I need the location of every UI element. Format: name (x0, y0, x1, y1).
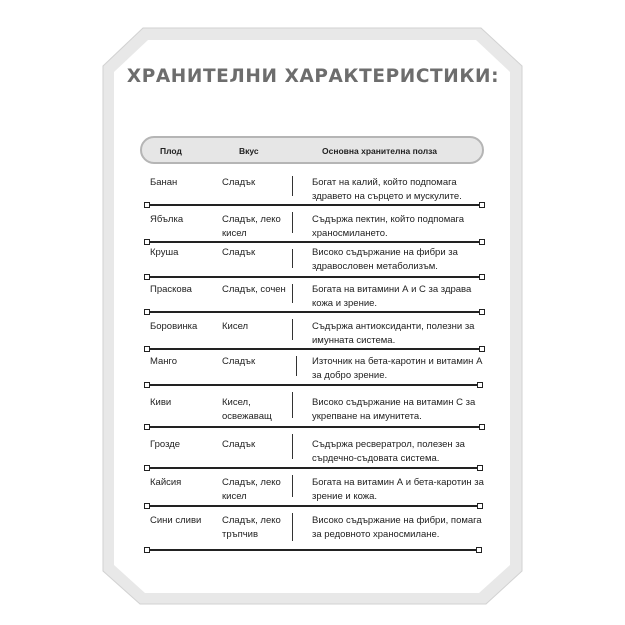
row-divider-handle (479, 309, 485, 315)
column-separator (292, 176, 293, 196)
header-taste: Вкус (239, 146, 259, 156)
cell-benefit: Съдържа ресвератрол, полезен за сърдечно-съдовата система. (312, 439, 465, 464)
column-separator (292, 284, 293, 303)
cell-benefit: Съдържа пектин, който подпомага храносмилането. (312, 214, 465, 239)
row-divider-handle (479, 239, 485, 245)
row-divider-handle (144, 382, 150, 388)
row-divider (146, 241, 481, 243)
cell-taste: Сладък (222, 247, 256, 258)
cell-taste: Сладък, леко кисел (222, 477, 281, 502)
column-separator (292, 249, 293, 268)
row-divider-handle (479, 274, 485, 280)
row-divider (146, 348, 481, 350)
row-divider (146, 505, 479, 507)
cell-fruit: Грозде (150, 439, 181, 450)
cell-benefit: Богата на витамин А и бета-каротин за зрение и кожа. (312, 477, 484, 502)
cell-fruit: Боровинка (150, 321, 198, 332)
row-divider-handle (477, 465, 483, 471)
cell-benefit: Богат на калий, който подпомага здравето на сърцето и мускулите. (312, 177, 462, 202)
row-divider-handle (144, 424, 150, 430)
column-separator (292, 212, 293, 233)
cell-fruit: Круша (150, 247, 179, 258)
cell-taste: Кисел, освежаващ (222, 397, 272, 422)
cell-benefit: Високо съдържание на витамин С за укрепване на имунитета. (312, 397, 476, 422)
row-divider-handle (476, 547, 482, 553)
row-divider-handle (144, 202, 150, 208)
cell-fruit: Банан (150, 177, 178, 188)
row-divider (146, 204, 481, 206)
row-divider-handle (144, 274, 150, 280)
row-divider-handle (144, 239, 150, 245)
row-divider (146, 311, 481, 313)
row-divider-handle (479, 346, 485, 352)
cell-benefit: Съдържа антиоксиданти, полезни за имунната система. (312, 321, 475, 346)
column-separator (296, 356, 297, 376)
cell-taste: Сладък (222, 177, 256, 188)
row-divider (146, 384, 479, 386)
row-divider (146, 467, 479, 469)
cell-fruit: Сини сливи (150, 515, 202, 526)
cell-fruit: Кайсия (150, 477, 182, 488)
table-header (140, 136, 484, 164)
cell-taste: Сладък, сочен (222, 284, 286, 295)
cell-benefit: Високо съдържание на фибри, помага за редовното храносмилане. (312, 515, 482, 540)
header-benefit: Основна хранителна полза (322, 146, 437, 156)
column-separator (292, 513, 293, 541)
header-fruit: Плод (160, 146, 182, 156)
column-separator (292, 392, 293, 418)
cell-taste: Сладък (222, 356, 256, 367)
cell-benefit: Източник на бета-каротин и витамин А за добро зрение. (312, 356, 483, 381)
cell-fruit: Ябълка (150, 214, 184, 225)
row-divider-handle (144, 465, 150, 471)
cell-taste: Кисел (222, 321, 249, 332)
column-separator (292, 319, 293, 340)
cell-benefit: Богата на витамини А и С за здрава кожа и зрение. (312, 284, 472, 309)
cell-fruit: Праскова (150, 284, 192, 295)
row-divider (146, 276, 481, 278)
row-divider-handle (144, 547, 150, 553)
row-divider-handle (144, 503, 150, 509)
row-divider-handle (144, 346, 150, 352)
row-divider-handle (144, 309, 150, 315)
cell-fruit: Киви (150, 397, 172, 408)
row-divider (146, 426, 481, 428)
cell-benefit: Високо съдържание на фибри за здравословен метаболизъм. (312, 247, 458, 272)
cell-taste: Сладък, леко кисел (222, 214, 281, 239)
row-divider (146, 549, 478, 551)
column-separator (292, 475, 293, 497)
column-separator (292, 434, 293, 459)
row-divider-handle (479, 424, 485, 430)
cell-taste: Сладък (222, 439, 256, 450)
row-divider-handle (477, 503, 483, 509)
cell-taste: Сладък, леко тръпчив (222, 515, 281, 540)
row-divider-handle (477, 382, 483, 388)
cell-fruit: Манго (150, 356, 178, 367)
row-divider-handle (479, 202, 485, 208)
page-title: ХРАНИТЕЛНИ ХАРАКТЕРИСТИКИ: (126, 66, 500, 87)
